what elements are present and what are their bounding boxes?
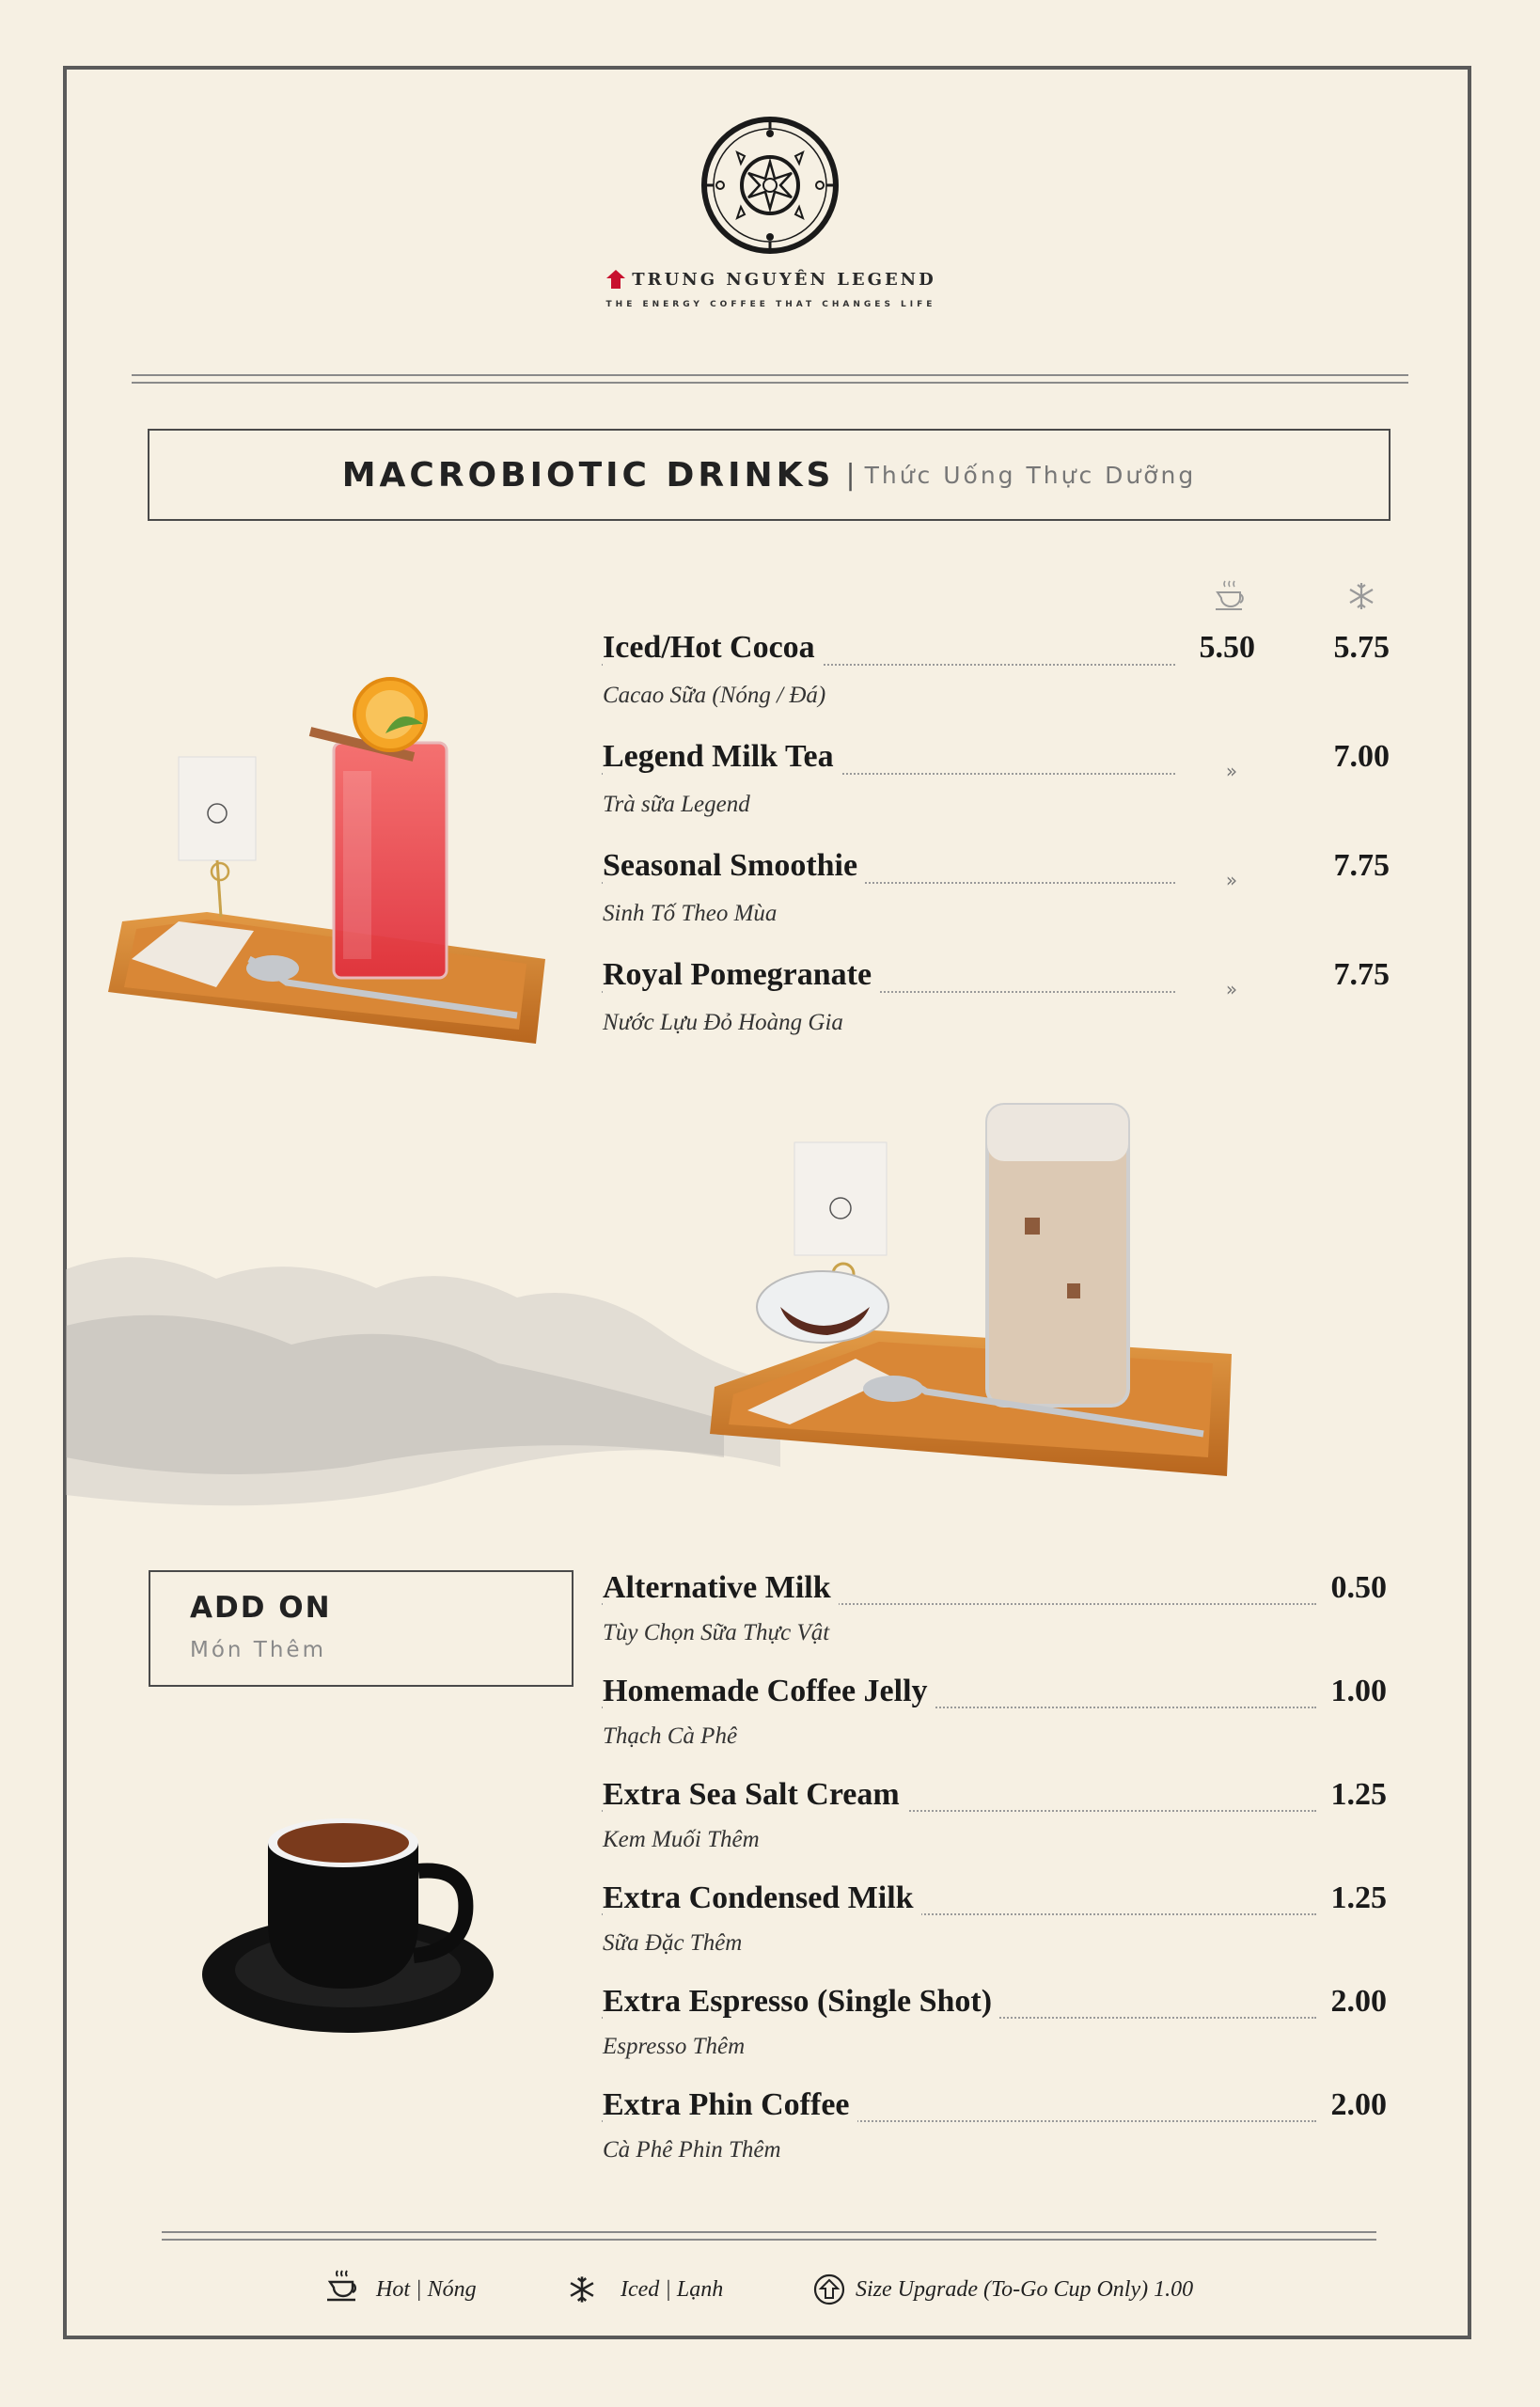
section-header xyxy=(148,429,1391,521)
item-subtitle: Sinh Tố Theo Mùa xyxy=(603,901,778,926)
section-title: MACROBIOTIC DRINKS xyxy=(341,455,835,495)
addon-title: ADD ON xyxy=(190,1591,332,1625)
item-subtitle: Thạch Cà Phê xyxy=(603,1723,738,1749)
item-name: Extra Sea Salt Cream xyxy=(603,1777,907,1813)
hot-cup-icon xyxy=(1212,577,1249,615)
item-subtitle: Sữa Đặc Thêm xyxy=(603,1930,743,1956)
not-available-chevron-icon: » xyxy=(1225,978,1238,1000)
item-subtitle: Cà Phê Phin Thêm xyxy=(603,2137,781,2163)
item-subtitle: Tùy Chọn Sữa Thực Vật xyxy=(603,1620,830,1645)
addon-price: 2.00 xyxy=(1330,2087,1387,2122)
iced-price: 5.75 xyxy=(1333,630,1390,665)
item-name: Legend Milk Tea xyxy=(603,739,841,775)
brand-name: TRUNG NGUYÊN LEGEND xyxy=(632,269,936,290)
addon-price: 1.25 xyxy=(1330,1880,1387,1915)
brand-name-row xyxy=(605,269,935,290)
legend-hot: Hot | Nóng xyxy=(376,2277,477,2302)
addon-header xyxy=(149,1570,574,1687)
addon-subtitle: Món Thêm xyxy=(190,1638,326,1662)
item-name: Extra Espresso (Single Shot) xyxy=(603,1984,999,2020)
item-subtitle: Espresso Thêm xyxy=(603,2034,746,2059)
item-subtitle: Kem Muối Thêm xyxy=(603,1827,760,1852)
item-subtitle: Cacao Sữa (Nóng / Đá) xyxy=(603,683,826,708)
logo-emblem-icon xyxy=(699,115,841,256)
size-upgrade-icon xyxy=(813,2273,845,2305)
ink-mountain-decoration xyxy=(66,1241,780,1523)
section-separator: | xyxy=(845,458,856,492)
hot-price: 5.50 xyxy=(1199,630,1255,665)
item-name: Seasonal Smoothie xyxy=(603,848,865,884)
bottom-divider xyxy=(162,2231,1376,2241)
item-name: Iced/Hot Cocoa xyxy=(603,630,823,666)
item-subtitle: Nước Lựu Đỏ Hoàng Gia xyxy=(603,1010,843,1035)
item-name: Extra Condensed Milk xyxy=(603,1880,921,1916)
top-divider xyxy=(132,374,1408,384)
brand-mark-icon xyxy=(605,269,626,290)
addon-price: 0.50 xyxy=(1330,1570,1387,1605)
iced-price: 7.00 xyxy=(1333,739,1390,774)
brand-tagline: THE ENERGY COFFEE THAT CHANGES LIFE xyxy=(605,300,936,309)
iced-price: 7.75 xyxy=(1333,848,1390,883)
espresso-cup-photo xyxy=(197,1815,508,2050)
milk-tea-photo xyxy=(705,1095,1241,1486)
item-name: Alternative Milk xyxy=(603,1570,839,1606)
item-name: Royal Pomegranate xyxy=(603,957,879,993)
item-subtitle: Trà sữa Legend xyxy=(603,792,750,817)
not-available-chevron-icon: » xyxy=(1225,760,1238,782)
iced-price: 7.75 xyxy=(1333,957,1390,992)
addon-price: 2.00 xyxy=(1330,1984,1387,2019)
snowflake-icon xyxy=(566,2273,598,2305)
legend-size-upgrade: Size Upgrade (To-Go Cup Only) 1.00 xyxy=(856,2277,1194,2302)
item-name: Homemade Coffee Jelly xyxy=(603,1674,935,1709)
not-available-chevron-icon: » xyxy=(1225,869,1238,891)
addon-price: 1.00 xyxy=(1330,1674,1387,1708)
addon-price: 1.25 xyxy=(1330,1777,1387,1812)
hot-cup-icon xyxy=(324,2268,362,2305)
legend-iced: Iced | Lạnh xyxy=(621,2277,724,2302)
section-subtitle: Thức Uống Thực Dưỡng xyxy=(864,461,1197,489)
pomegranate-drink-photo xyxy=(103,677,564,1053)
snowflake-icon xyxy=(1343,577,1380,615)
brand-block xyxy=(564,269,978,309)
item-name: Extra Phin Coffee xyxy=(603,2087,857,2123)
